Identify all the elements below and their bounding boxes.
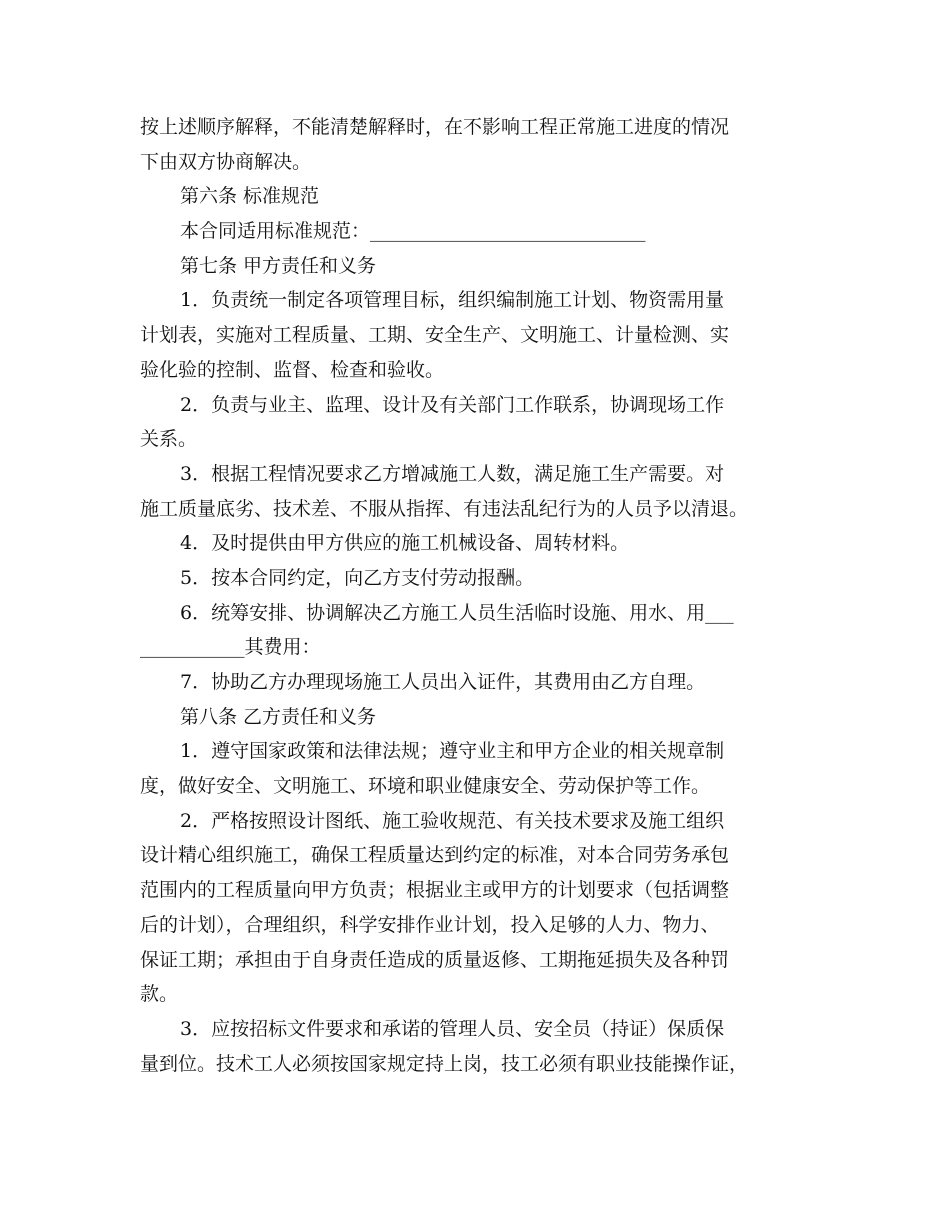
text-line: 5．按本合同约定，向乙方支付劳动报酬。 (180, 566, 535, 589)
text-line: 设计精心组织施工，确保工程质量达到约定的标准，对本合同劳务承包 (140, 844, 730, 867)
text-line: 后的计划），合理组织，科学安排作业计划，投入足够的人力、物力、 (140, 913, 720, 936)
text-line: 本合同适用标准规范：_____________________________ (180, 220, 646, 243)
document-body (140, 110, 816, 1081)
text-line: 验化验的控制、监督、检查和验收。 (140, 358, 445, 381)
text-line: 施工质量底劣、技术差、不服从指挥、有违法乱纪行为的人员予以清退。 (140, 497, 749, 520)
text-line: 2．负责与业主、监理、设计及有关部门工作联系，协调现场工作 (180, 393, 725, 416)
text-line: 3．根据工程情况要求乙方增减施工人数，满足施工生产需要。对 (180, 462, 725, 485)
article-heading: 第六条 标准规范 (180, 185, 320, 208)
article-heading: 第八条 乙方责任和义务 (180, 705, 377, 728)
text-line: 保证工期；承担由于自身责任造成的质量返修、工期拖延损失及各种罚 (140, 948, 730, 971)
text-line: ___________其费用： (140, 636, 321, 659)
text-line: 下由双方协商解决。 (140, 150, 312, 173)
text-line: 4．及时提供由甲方供应的施工机械设备、周转材料。 (180, 532, 630, 555)
text-line: 1．负责统一制定各项管理目标，组织编制施工计划、物资需用量 (180, 289, 725, 312)
text-line: 2．严格按照设计图纸、施工验收规范、有关技术要求及施工组织 (180, 809, 725, 832)
text-line: 3．应按招标文件要求和承诺的管理人员、安全员（持证）保质保 (180, 1017, 725, 1040)
text-line: 1．遵守国家政策和法律法规；遵守业主和甲方企业的相关规章制 (180, 740, 725, 763)
text-line: 范围内的工程质量向甲方负责；根据业主或甲方的计划要求（包括调整 (140, 879, 730, 902)
text-line: 7．协助乙方办理现场施工人员出入证件，其费用由乙方自理。 (180, 671, 706, 693)
text-line: 关系。 (140, 428, 198, 451)
text-line: 计划表，实施对工程质量、工期、安全生产、文明施工、计量检测、实 (140, 324, 730, 347)
article-heading: 第七条 甲方责任和义务 (180, 254, 377, 277)
text-line: 度，做好安全、文明施工、环境和职业健康安全、劳动保护等工作。 (140, 775, 711, 798)
text-line: 款。 (140, 983, 179, 1006)
text-line: 6．统筹安排、协调解决乙方施工人员生活临时设施、用水、用___ (180, 601, 734, 624)
text-line: 量到位。技术工人必须按国家规定持上岗，技工必须有职业技能操作证， (140, 1052, 749, 1075)
text-line: 按上述顺序解释，不能清楚解释时，在不影响工程正常施工进度的情况 (140, 116, 730, 138)
